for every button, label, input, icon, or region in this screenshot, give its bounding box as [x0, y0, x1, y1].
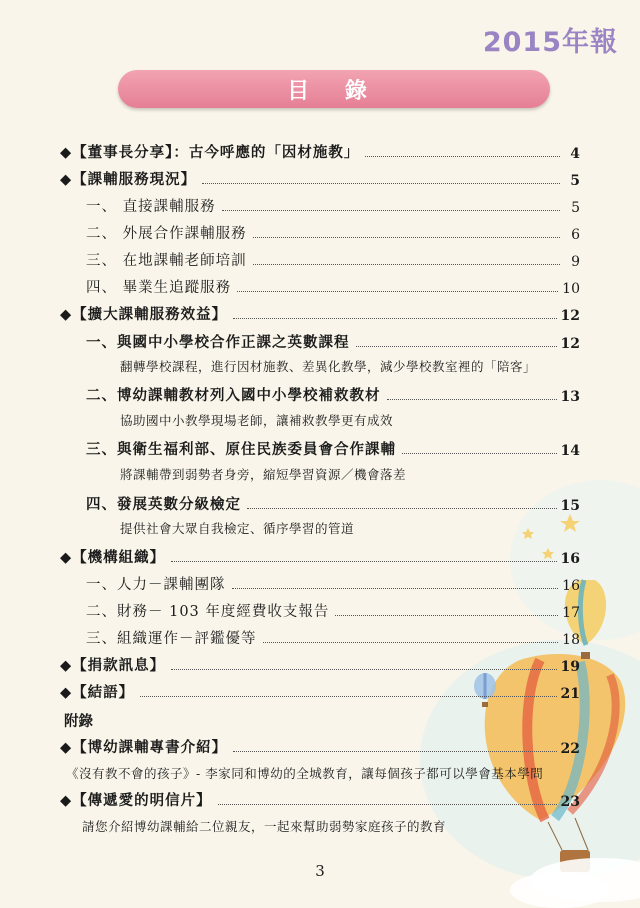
toc-entry-page: 18 [562, 632, 580, 648]
toc-entry-label: 四、 畢業生追蹤服務 [86, 280, 232, 296]
toc-entry-description: 請您介紹博幼課輔給二位親友，一起來幫助弱勢家庭孩子的教育 [82, 819, 447, 834]
toc-entry-label: 二、博幼課輔教材列入國中小學校補救教材 [86, 387, 381, 404]
toc-entry-label: ◆【捐款訊息】 [60, 657, 166, 674]
toc-title: 目 錄 [287, 78, 381, 104]
toc-entry-label: ◆【博幼課輔專書介紹】 [60, 739, 228, 756]
toc-entry-description: 將課輔帶到弱勢者身旁，縮短學習資源／機會落差 [120, 467, 407, 482]
toc-entry-page: 4 [570, 146, 580, 162]
toc-entry[interactable] [86, 626, 580, 648]
toc-entry-page: 12 [560, 336, 580, 352]
toc-entry[interactable] [86, 194, 580, 216]
toc-entry-label: ◆【傳遞愛的明信片】 [60, 792, 212, 809]
toc-entry-page: 19 [560, 659, 580, 675]
toc-entry-page: 12 [560, 308, 580, 324]
toc-entry[interactable] [60, 788, 580, 810]
toc-entry[interactable] [86, 248, 580, 270]
toc-entry[interactable] [86, 437, 580, 459]
toc-entry[interactable] [60, 735, 580, 757]
toc-entry-label: 一、人力－課輔團隊 [86, 577, 226, 593]
toc-entry[interactable] [60, 140, 580, 162]
toc-entry-page: 17 [562, 605, 580, 621]
toc-entry-label: ◆【課輔服務現況】 [60, 171, 197, 188]
report-year-header: 2015年報 [482, 27, 618, 58]
toc-entry-page: 16 [560, 551, 580, 567]
toc-entry-page: 13 [560, 389, 580, 405]
toc-entry[interactable] [60, 653, 580, 675]
toc-entry-page: 10 [562, 281, 580, 297]
toc-entry-description: 《沒有教不會的孩子》- 李家同和博幼的全城教育，讓每個孩子都可以學會基本學問 [66, 766, 544, 781]
toc-entry-description: 協助國中小教學現場老師，讓補救教學更有成效 [120, 413, 394, 428]
toc-entry-label: 三、與衛生福利部、原住民族委員會合作課輔 [86, 441, 396, 458]
toc-entry[interactable] [60, 545, 580, 567]
toc-entry-description: 翻轉學校課程，進行因材施教、差異化教學，減少學校教室裡的「陪客」 [120, 359, 537, 374]
toc-entry-label: 三、組織運作－評鑑優等 [86, 631, 257, 647]
toc-entry-page: 16 [562, 578, 580, 594]
toc-entry-label: 二、財務－ 103 年度經費收支報告 [86, 604, 330, 620]
toc-entry-label: ◆【擴大課輔服務效益】 [60, 306, 228, 323]
toc-entry-label: ◆【結語】 [60, 684, 135, 701]
toc-entry[interactable] [60, 302, 580, 324]
toc-entry-label: 一、 直接課輔服務 [86, 199, 216, 215]
toc-entry-page: 5 [570, 173, 580, 189]
toc-entry[interactable] [86, 330, 580, 352]
toc-entry[interactable] [86, 275, 580, 297]
toc-entry-page: 15 [560, 498, 580, 514]
toc-entry[interactable] [60, 167, 580, 189]
toc-entry-page: 5 [571, 200, 580, 216]
page-number: 3 [315, 862, 325, 880]
toc-entry-label: 三、 在地課輔老師培訓 [86, 253, 247, 269]
toc-entry[interactable] [86, 492, 580, 514]
toc-entry[interactable] [60, 680, 580, 702]
toc-entry-page: 9 [571, 254, 580, 270]
toc-title-banner [118, 70, 550, 108]
toc-entry-label: 二、 外展合作課輔服務 [86, 226, 247, 242]
toc-entry-page: 22 [560, 741, 580, 757]
toc-entry-page: 14 [560, 443, 580, 459]
toc-entry[interactable] [86, 221, 580, 243]
toc-entry[interactable] [86, 383, 580, 405]
toc-entry[interactable] [86, 572, 580, 594]
toc-entry-description: 提供社會大眾自我檢定、循序學習的管道 [120, 521, 355, 536]
toc-entry-label: 四、發展英數分級檢定 [86, 496, 241, 513]
toc-entry-label: ◆【機構組織】 [60, 549, 166, 566]
toc-entry[interactable] [86, 599, 580, 621]
toc-entry-page: 21 [560, 686, 580, 702]
toc-entry-page: 6 [571, 227, 580, 243]
toc-entry-label: ◆【董事長分享】：古今呼應的「因材施教」 [60, 144, 360, 161]
toc-entry-label: 一、與國中小學校合作正課之英數課程 [86, 334, 350, 351]
toc-entry-page: 23 [560, 794, 580, 810]
appendix-heading: 附錄 [64, 713, 93, 730]
